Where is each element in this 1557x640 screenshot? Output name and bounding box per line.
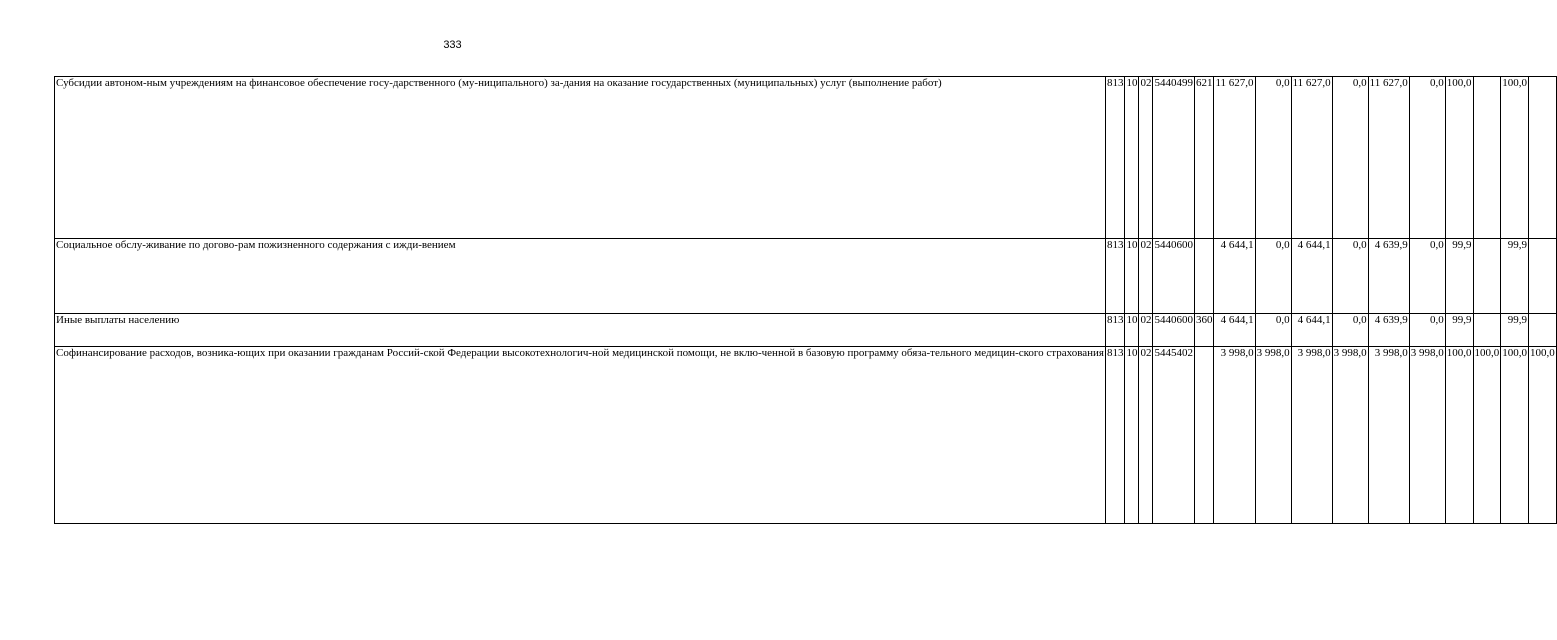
budget-table (54, 76, 1557, 524)
amount-5: 3 998,0 (1368, 347, 1409, 524)
amount-2: 0,0 (1255, 239, 1291, 314)
row-name: Иные выплаты населению (55, 314, 1106, 347)
csr-code: 5440600 (1153, 314, 1195, 347)
ved-code: 813 (1105, 347, 1125, 524)
percent-1: 99,9 (1445, 239, 1473, 314)
table-row (55, 314, 1557, 347)
amount-5: 4 639,9 (1368, 239, 1409, 314)
rz-code: 10 (1125, 314, 1139, 347)
amount-4: 3 998,0 (1332, 347, 1368, 524)
percent-2 (1473, 314, 1501, 347)
amount-3: 4 644,1 (1291, 239, 1332, 314)
ved-code: 813 (1105, 239, 1125, 314)
page-number: 333 (443, 39, 462, 51)
amount-1: 4 644,1 (1214, 239, 1255, 314)
percent-4 (1529, 314, 1557, 347)
pr-code: 02 (1139, 347, 1153, 524)
pr-code: 02 (1139, 77, 1153, 239)
amount-3: 4 644,1 (1291, 314, 1332, 347)
row-name: Субсидии автоном-ным учреждениям на финансовое обеспечение госу-дарственного (му-ниципального) за-дания на оказание государственных (муниципальных) услуг (выполнение работ) (55, 77, 1106, 239)
percent-1: 100,0 (1445, 77, 1473, 239)
rz-code: 10 (1125, 77, 1139, 239)
vr-code (1194, 347, 1214, 524)
percent-2 (1473, 77, 1501, 239)
amount-3: 11 627,0 (1291, 77, 1332, 239)
percent-3: 100,0 (1501, 347, 1529, 524)
percent-1: 100,0 (1445, 347, 1473, 524)
amount-2: 0,0 (1255, 314, 1291, 347)
vr-code: 621 (1194, 77, 1214, 239)
percent-2: 100,0 (1473, 347, 1501, 524)
percent-1: 99,9 (1445, 314, 1473, 347)
amount-4: 0,0 (1332, 77, 1368, 239)
amount-6: 3 998,0 (1409, 347, 1445, 524)
vr-code (1194, 239, 1214, 314)
csr-code: 5440600 (1153, 239, 1195, 314)
table-row (55, 239, 1557, 314)
percent-3: 99,9 (1501, 239, 1529, 314)
csr-code: 5445402 (1153, 347, 1195, 524)
amount-5: 11 627,0 (1368, 77, 1409, 239)
row-name: Социальное обслу-живание по догово-рам пожизненного содержания с ижди-вением (55, 239, 1106, 314)
percent-4 (1529, 239, 1557, 314)
percent-2 (1473, 239, 1501, 314)
amount-1: 11 627,0 (1214, 77, 1255, 239)
row-name: Софинансирование расходов, возника-ющих при оказании гражданам Россий-ской Федерации высокотехнологич-ной медицинской помощи, не вклю-ченной в базовую программу обяза-тельного медицин-ского страхования (55, 347, 1106, 524)
amount-6: 0,0 (1409, 77, 1445, 239)
amount-3: 3 998,0 (1291, 347, 1332, 524)
percent-3: 99,9 (1501, 314, 1529, 347)
amount-1: 4 644,1 (1214, 314, 1255, 347)
pr-code: 02 (1139, 314, 1153, 347)
percent-3: 100,0 (1501, 77, 1529, 239)
amount-1: 3 998,0 (1214, 347, 1255, 524)
ved-code: 813 (1105, 314, 1125, 347)
vr-code: 360 (1194, 314, 1214, 347)
csr-code: 5440499 (1153, 77, 1195, 239)
percent-4 (1529, 77, 1557, 239)
table-row (55, 77, 1557, 239)
rz-code: 10 (1125, 347, 1139, 524)
amount-6: 0,0 (1409, 239, 1445, 314)
amount-6: 0,0 (1409, 314, 1445, 347)
rz-code: 10 (1125, 239, 1139, 314)
amount-4: 0,0 (1332, 239, 1368, 314)
percent-4: 100,0 (1529, 347, 1557, 524)
ved-code: 813 (1105, 77, 1125, 239)
table-row (55, 347, 1557, 524)
amount-4: 0,0 (1332, 314, 1368, 347)
amount-5: 4 639,9 (1368, 314, 1409, 347)
pr-code: 02 (1139, 239, 1153, 314)
amount-2: 3 998,0 (1255, 347, 1291, 524)
amount-2: 0,0 (1255, 77, 1291, 239)
